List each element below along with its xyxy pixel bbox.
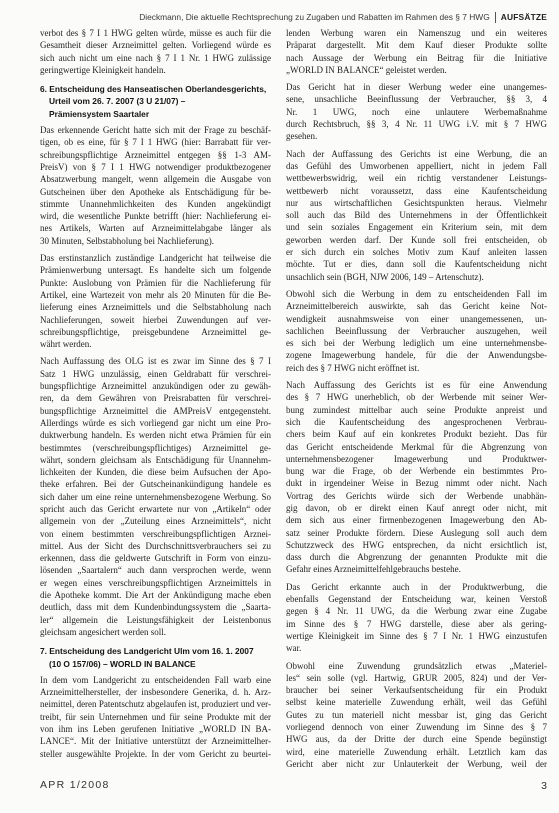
- paragraph-line: Das Gericht erkannte auch in der Produktwerbung, die: [286, 581, 547, 592]
- paragraph: [40, 27, 271, 76]
- paragraph-line: ren, da dem Gewähren von Preisrabatten für verschrei-: [40, 393, 271, 404]
- left-column: [40, 27, 271, 765]
- paragraph-line: Das erkennende Gericht hatte sich mit der Frage zu beschäf-: [40, 125, 271, 136]
- paragraph-line: Allerdings würde es sich vorliegend gar nicht um eine Pro-: [40, 417, 271, 428]
- section-heading: [40, 645, 271, 670]
- paragraph-line: von einem bestimmten verschreibungspflichtigen Arznei-: [40, 528, 271, 539]
- paragraph-line: sene, unsachliche Beeinflussung der Verbraucher, §§ 3, 4: [286, 94, 547, 105]
- paragraph-line: geworben werden darf. Der Kunde soll frei entscheiden, ob: [286, 234, 547, 245]
- paragraph: [286, 379, 547, 576]
- paragraph-line: und sein soziales Engagement ein Kriterium sein, mit dem: [286, 222, 547, 233]
- paragraph-line: Arzneimittelhersteller, der insbesondere Generika, d. h. Arz-: [40, 687, 271, 698]
- paragraph-line: schreibungspflichtige Arzneimittel entgegen §§ 1-3 AM-: [40, 149, 271, 160]
- paragraph-line: er wegen eines verschreibungspflichtigen Arzneimittels in: [40, 577, 271, 588]
- paragraph-line: sich die Kaufentscheidung des angesprochenen Verbrau-: [286, 416, 547, 427]
- paragraph-line: lenden Werbung waren ein Namenszug und ein weiteres: [286, 28, 547, 38]
- paragraph-line: „WORLD IN BALANCE“ geleistet werden.: [286, 64, 447, 75]
- paragraph-line: ler“ allgemein die Leistungsfähigkeit der Leistenbonus: [40, 614, 271, 625]
- paragraph-line: Nr. 1 UWG, noch eine unlautere Werbemaßnahme: [286, 106, 547, 117]
- paragraph-line: Das Gericht hat in dieser Werbung weder eine unangemes-: [286, 82, 547, 93]
- right-column: [286, 27, 547, 775]
- paragraph-line: allgemein von der „Zuteilung eines Arzneimittels“, nicht: [40, 516, 271, 527]
- paragraph: [286, 288, 547, 374]
- paragraph-line: währt werden.: [40, 339, 92, 350]
- paragraph-line: braucher bei seiner Verkaufsentscheidung für ein Produkt: [286, 685, 547, 696]
- paragraph-line: selbst keine materielle Zuwendung erhält, weil das Gefühl: [286, 697, 547, 708]
- paragraph-line: LANCE“. Mit der Initiative unterstützt der Arzneimittelher-: [40, 736, 271, 747]
- paragraph-line: war.: [286, 643, 302, 654]
- paragraph-line: Obwohl sich die Werbung in dem zu entscheidenden Fall im: [286, 288, 547, 299]
- paragraph-line: gegen § 4 Nr. 11 UWG, da die Werbung zwar eine Zugabe: [286, 606, 547, 617]
- paragraph-line: währt, sondern gleichsam als Entschädigung für Unannehm-: [40, 454, 271, 465]
- paragraph-line: bungspflichtige Arzneimittel anzukündigen oder zu gewäh-: [40, 381, 271, 392]
- paragraph-line: Gefahr eines Arzneimittelfehlgebrauchs bestehe.: [286, 564, 461, 575]
- paragraph: [286, 81, 547, 142]
- paragraph-line: Nach Auffassung des Gerichts ist es für eine Anwendung: [286, 380, 547, 391]
- paragraph-line: Schutzzweck des HWG entsprechen, da nicht ersichtlich ist,: [286, 539, 547, 550]
- running-title: Dieckmann, Die aktuelle Rechtsprechung zu Zugaben und Rabatten im Rahmen des § 7 HWG: [139, 12, 490, 22]
- paragraph-line: vorliegend dennoch von einer Zuwendung im Sinne des § 7: [286, 722, 547, 733]
- paragraph-line: Obwohl eine Zuwendung grundsätzlich etwas „Materiel-: [286, 660, 547, 671]
- paragraph-line: wettbewerbswidrig, weil ein richtig verstandener Leistungs-: [286, 173, 547, 184]
- paragraph-line: Arzneimittelbereich auswirkte, sah das Gericht keine Not-: [286, 301, 547, 312]
- paragraph-line: sachlichen Beeinflussung der Verbraucher auszugehen, weil: [286, 325, 547, 336]
- paragraph-line: sich auch nicht um eine nach § 7 I 1 Nr. 1 HWG zulässige: [40, 52, 271, 63]
- paragraph-line: reich des § 7 HWG nicht eröffnet ist.: [286, 362, 420, 373]
- paragraph-line: die Apotheke kommt. Die Art der Ankündigung mache eben: [40, 590, 271, 601]
- paragraph-line: Gesamtheit dieser Arzneimittel gelten. Vorliegend würde es: [40, 40, 271, 51]
- paragraph-line: Nachlieferungen, soweit hierbei Zuwendungen auf ver-: [40, 314, 271, 325]
- paragraph-line: wertige Kleinigkeit im Sinne des § 7 I Nr. 1 HWG einzustufen: [286, 630, 547, 641]
- paragraph: [286, 148, 547, 283]
- paragraph-line: schreibungspflichtige, preisgebundene Arzneimittel ge-: [40, 326, 271, 337]
- heading-line: (10 O 157/06) – WORLD IN BALANCE: [49, 658, 196, 669]
- paragraph-line: Absatzwerbung mangelt, wenn allgemein die Ausgabe von: [40, 174, 271, 185]
- paragraph: [40, 355, 271, 638]
- header-separator: [495, 12, 496, 23]
- paragraph-line: chers beim Kauf auf ein konkretes Produkt bezieht. Das für: [286, 429, 547, 440]
- paragraph-line: nach Aussage der Werbung ein Beitrag für die Initiative: [286, 52, 547, 63]
- page-number: 3: [541, 780, 547, 792]
- paragraph-line: Artikel, eine Wartezeit von mehr als 20 Minuten für die Be-: [40, 289, 271, 300]
- paragraph-line: Vortrag des Gerichts würde sich der Werbende unabhän-: [286, 490, 547, 501]
- paragraph-line: Nach der Auffassung des Gerichts ist eine Werbung, die an: [286, 148, 547, 159]
- paragraph-line: Gutes zu tun materiell nicht messbar ist, ging das Gericht: [286, 709, 547, 720]
- heading-line: 7. Entscheidung des Landgericht Ulm vom 16. 1. 2007: [40, 646, 254, 657]
- running-header: [100, 10, 547, 24]
- paragraph-line: 30 Minuten, Selbstabholung bei Nachlieferung).: [40, 235, 214, 246]
- paragraph-line: des § 7 HWG unerheblich, ob der Werbende mit seiner Wer-: [286, 392, 547, 403]
- paragraph-line: soll auch das Bild des Unternehmens in der Öffentlichkeit: [286, 210, 547, 221]
- paragraph-line: verbot des § 7 I 1 HWG gelten würde, müsse es auch für die: [40, 28, 271, 38]
- paragraph: [286, 660, 547, 771]
- paragraph-line: tigen, ob es eine, für § 7 I 1 HWG (hier: Barrabatt für ver-: [40, 137, 271, 148]
- paragraph-line: wird, eine materielle Zuwendung erhält. Letztlich kam das: [286, 746, 547, 757]
- paragraph-line: erkennen, dass die geldwerte Gutschrift in Form von einzu-: [40, 553, 271, 564]
- paragraph-line: im Sinne des § 7 HWG darstelle, diese aber als gering-: [286, 618, 547, 629]
- paragraph-line: lösenden „Saartalern“ auch dann versprochen werde, wenn: [40, 565, 271, 576]
- paragraph-line: das Gefühl des Umworbenen appelliert, nicht in jedem Fall: [286, 160, 547, 171]
- paragraph-line: lichkeiten der Kunden, die diese beim Aufsuchen der Apo-: [40, 467, 271, 478]
- paragraph-line: les“ sein solle (vgl. Hartwig, GRUR 2005, 824) und der Ver-: [286, 672, 547, 683]
- heading-line: Urteil vom 26. 7. 2007 (3 U 21/07) –: [49, 96, 186, 107]
- paragraph-line: mittel. Aus der Sicht des Durchschnittsverbrauchers sei zu: [40, 540, 271, 551]
- paragraph-line: Nach Auffassung des OLG ist es zwar im Sinne des § 7 I: [40, 356, 271, 367]
- paragraph-line: unsachlich sein (BGH, NJW 2006, 149 – Artenschutz).: [286, 271, 484, 282]
- paragraph-line: Präparat dargestellt. Mit dem Kauf dieser Produkte sollte: [286, 40, 547, 51]
- paragraph-line: ebenfalls Gegenstand der Entscheidung war, keinen Verstoß: [286, 594, 547, 605]
- paragraph-line: sich daher um eine reine unternehmensbezogene Werbung. So: [40, 491, 271, 502]
- paragraph-line: PreisV) von § 7 I 1 HWG notwendiger produktbezogener: [40, 161, 271, 172]
- paragraph-line: Gericht aber nicht zur Unlauterkeit der Werbung, weil der: [286, 758, 547, 769]
- paragraph-line: es sich bei der Werbung lediglich um eine unternehmensbe-: [286, 338, 547, 349]
- paragraph-line: dukt in irgendeiner Weise in Bezug nimmt oder nicht. Nach: [286, 478, 547, 489]
- paragraph-line: wendigkeit ausnahmsweise von einer unangemessenen, un-: [286, 313, 547, 324]
- paragraph-line: nur aus wirtschaftlichen Gesichtspunkten heraus. Vielmehr: [286, 197, 547, 208]
- paragraph-line: spricht auch das Gericht erwartete nur von „Artikeln“ oder: [40, 503, 271, 514]
- paragraph-line: Gutscheinen über den Apotheke als Entschädigung für be-: [40, 186, 271, 197]
- paragraph-line: geringwertige Kleinigkeit handeln.: [40, 64, 166, 75]
- paragraph-line: treibt, für sein Unternehmen und für seine Produkte mit der: [40, 711, 271, 722]
- paragraph-line: lieferung eines Arzneimittels und die Selbstabholung nach: [40, 302, 271, 313]
- paragraph: [286, 581, 547, 655]
- paragraph-line: von ihm ins Leben gerufenen Initiative „WORLD IN BA-: [40, 724, 271, 735]
- paragraph-line: Das erstinstanzlich zuständige Landgericht hat teilweise die: [40, 253, 271, 264]
- paragraph-line: dem sich aus einer firmenbezogenen Imagewerbung den Ab-: [286, 515, 547, 526]
- paragraph-line: dass durch die Abgrenzung der genannten Produkte mit die: [286, 552, 547, 563]
- paragraph-line: neimittel, deren Patentschutz abgelaufen ist, produziert und ver-: [40, 699, 271, 710]
- paragraph-line: duktwerbung handeln. Es werden nicht etwa Prämien für ein: [40, 430, 271, 441]
- paragraph-line: HWG aus, da der Dritte der durch eine Spende begünstigt: [286, 734, 547, 745]
- paragraph-line: unternehmensbezogener Imagewerbung und Produktwer-: [286, 453, 547, 464]
- paragraph-line: durch Rechtsbruch, §§ 3, 4 Nr. 11 UWG i.V. mit § 7 HWG: [286, 119, 547, 130]
- section-heading: [40, 83, 271, 120]
- paragraph-line: gig davon, ob er direkt einen Kauf anregt oder nicht, mit: [286, 502, 547, 513]
- heading-line: 6. Entscheidung des Hanseatischen Oberlandesgerichts,: [40, 84, 267, 95]
- heading-line: Prämiensystem Saartaler: [49, 108, 150, 119]
- paragraph-line: steller ausgewählte Projekte. In der vom Gericht zu beurtei-: [40, 748, 271, 759]
- paragraph-line: wettbewerb nicht voraussetzt, dass eine Kaufentscheidung: [286, 185, 547, 196]
- paragraph-line: Prämienwerbung untersagt. Es handelte sich um folgende: [40, 265, 271, 276]
- paragraph-line: deutlich, dass mit dem Kundenbindungssystem die „Saarta-: [40, 602, 271, 613]
- paragraph-line: das Gericht entscheidende Merkmal für die Abgrenzung von: [286, 441, 547, 452]
- paragraph-line: bung war die Frage, ob der Werbende ein bestimmtes Pro-: [286, 466, 547, 477]
- paragraph-line: möchte. Tut er dies, dann soll die Kaufentscheidung nicht: [286, 259, 547, 270]
- paragraph-line: gesehen.: [286, 131, 318, 142]
- section-label: AUFSÄTZE: [500, 12, 547, 22]
- paragraph-line: theke erfahren. Bei der Gutscheinankündigung handele es: [40, 479, 271, 490]
- paragraph-line: bestimmtes (verschreibungspflichtiges) Arzneimittel ge-: [40, 442, 271, 453]
- paragraph-line: er sich durch ein solches Motiv zum Kauf anleiten lassen: [286, 247, 547, 258]
- paragraph: [40, 124, 271, 247]
- paragraph: [286, 27, 547, 76]
- paragraph-line: stimmte Unannehmlichkeiten des Kunden angekündigt: [40, 198, 271, 209]
- paragraph: [40, 674, 271, 760]
- paragraph-line: wird, die wesentliche Punkte betrifft (hier: Nachlieferung ei-: [40, 211, 271, 222]
- paragraph-line: satz seiner Produkte fördern. Diese Auslegung soll auch dem: [286, 527, 547, 538]
- paragraph-line: nes Artikels, Warten auf Arzneimittelabgabe länger als: [40, 223, 271, 234]
- paragraph-line: zogene Imagewerbung handele, für die der Anwendungsbe-: [286, 350, 547, 361]
- paragraph-line: Satz 1 HWG unzulässig, einen Geldrabatt für verschrei-: [40, 368, 271, 379]
- paragraph-line: bung zumindest mittelbar auch seine Produkte anpreist und: [286, 404, 547, 415]
- paragraph-line: In dem vom Landgericht zu entscheidenden Fall warb eine: [40, 674, 271, 685]
- paragraph-line: gleichsam angesichert werden soll.: [40, 626, 166, 637]
- journal-issue: APR 1/2008: [40, 779, 110, 791]
- paragraph: [40, 252, 271, 350]
- paragraph-line: Punkte: Auslobung von Prämien für die Nachlieferung für: [40, 277, 271, 288]
- paragraph-line: bungspflichtige Arzneimittel die AMPreisV entgegensteht.: [40, 405, 271, 416]
